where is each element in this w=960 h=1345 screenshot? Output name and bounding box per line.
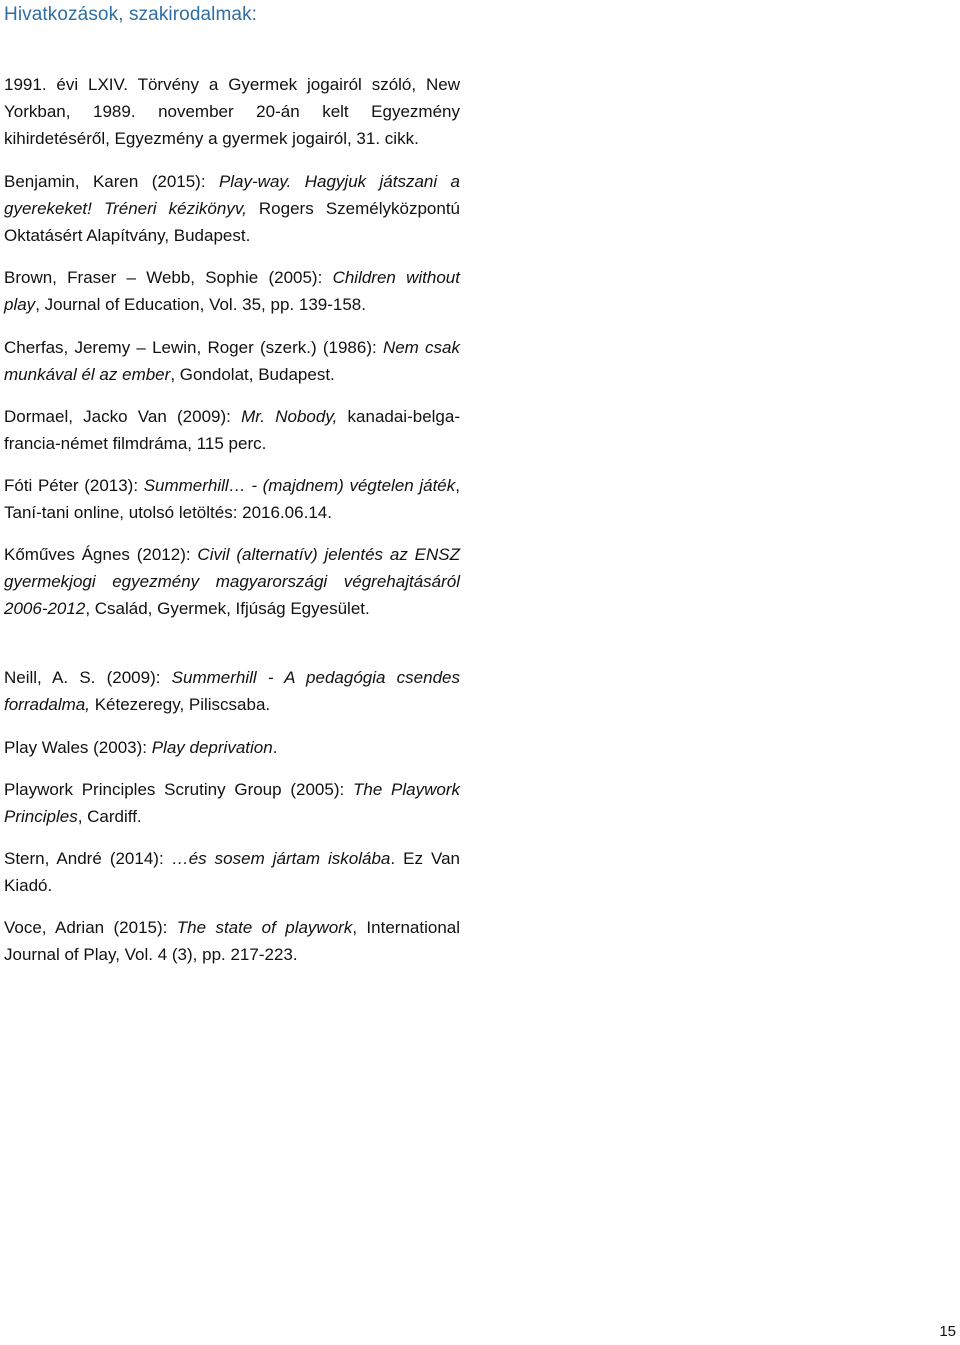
reference-text: Dormael, Jacko Van (2009): — [4, 407, 242, 426]
reference-entry — [4, 472, 460, 526]
reference-text: , Család, Gyermek, Ifjúság Egyesület. — [85, 599, 370, 618]
reference-text: Cherfas, Jeremy – Lewin, Roger (szerk.) (1986): — [4, 338, 383, 357]
reference-entry — [4, 664, 460, 718]
reference-entry — [4, 541, 460, 622]
reference-title: Summerhill… - (majdnem) végtelen játék — [143, 476, 456, 495]
reference-entry — [4, 403, 460, 457]
reference-entry — [4, 776, 460, 830]
reference-title: Summerhill - A pedagógia csendes forradalma, — [4, 668, 460, 714]
reference-text: Playwork Principles Scrutiny Group (2005): — [4, 780, 353, 799]
reference-text: . Ez Van Kiadó. — [4, 849, 460, 895]
reference-text: , Gondolat, Budapest. — [170, 365, 335, 384]
reference-text: Fóti Péter (2013): — [4, 476, 144, 495]
reference-title: Nem csak munkával él az ember — [4, 338, 461, 384]
reference-text: Voce, Adrian (2015): — [4, 918, 177, 937]
reference-title: …és sosem jártam iskolába — [171, 849, 391, 868]
reference-entry — [4, 334, 460, 388]
reference-text: Neill, A. S. (2009): — [4, 668, 172, 687]
reference-entry — [4, 734, 460, 761]
reference-text: Play Wales (2003): — [4, 738, 152, 757]
reference-entry — [4, 264, 460, 318]
reference-text: Benjamin, Karen (2015): — [4, 172, 219, 191]
reference-text: 1991. évi LXIV. Törvény a Gyermek jogairól szóló, New Yorkban, 1989. november 20-án kelt Egyezmény kihirdetéséről, Egyezmény a gyermek jogairól, 31. cikk. — [4, 75, 460, 148]
reference-text: kanadai-belga-francia-német filmdráma, 115 perc. — [4, 407, 460, 453]
reference-title: The state of playwork — [176, 918, 353, 937]
reference-title: The Playwork Principles — [4, 780, 461, 826]
reference-text: Rogers Személyközpontú Oktatásért Alapítvány, Budapest. — [4, 199, 461, 245]
reference-text: Stern, André (2014): — [4, 849, 172, 868]
reference-text: Brown, Fraser – Webb, Sophie (2005): — [4, 268, 333, 287]
reference-entry — [4, 845, 460, 899]
reference-text: , Taní-tani online, utolsó letöltés: 2016.06.14. — [4, 476, 460, 522]
reference-entry — [4, 914, 460, 968]
reference-text: Kétezeregy, Piliscsaba. — [89, 695, 271, 714]
reference-title: Mr. Nobody, — [241, 407, 338, 426]
reference-entry — [4, 168, 460, 249]
reference-title: Play deprivation — [151, 738, 273, 757]
page-number: 15 — [939, 1323, 956, 1340]
reference-text: , Cardiff. — [77, 807, 142, 826]
reference-title: Play-way. Hagyjuk játszani a gyerekeket! Tréneri kézikönyv, — [4, 172, 460, 218]
reference-text: , International Journal of Play, Vol. 4 (3), pp. 217-223. — [4, 918, 461, 964]
reference-title: Civil (alternatív) jelentés az ENSZ gyermekjogi egyezmény magyarországi végrehajtásáról 2006-2012 — [4, 545, 460, 618]
reference-title: Children without play — [4, 268, 460, 314]
page-heading: Hivatkozások, szakirodalmak: — [4, 4, 258, 25]
reference-text: . — [272, 738, 278, 757]
reference-text: , Journal of Education, Vol. 35, pp. 139-158. — [35, 295, 366, 314]
reference-text: Kőműves Ágnes (2012): — [4, 545, 198, 564]
reference-entry — [4, 71, 460, 152]
